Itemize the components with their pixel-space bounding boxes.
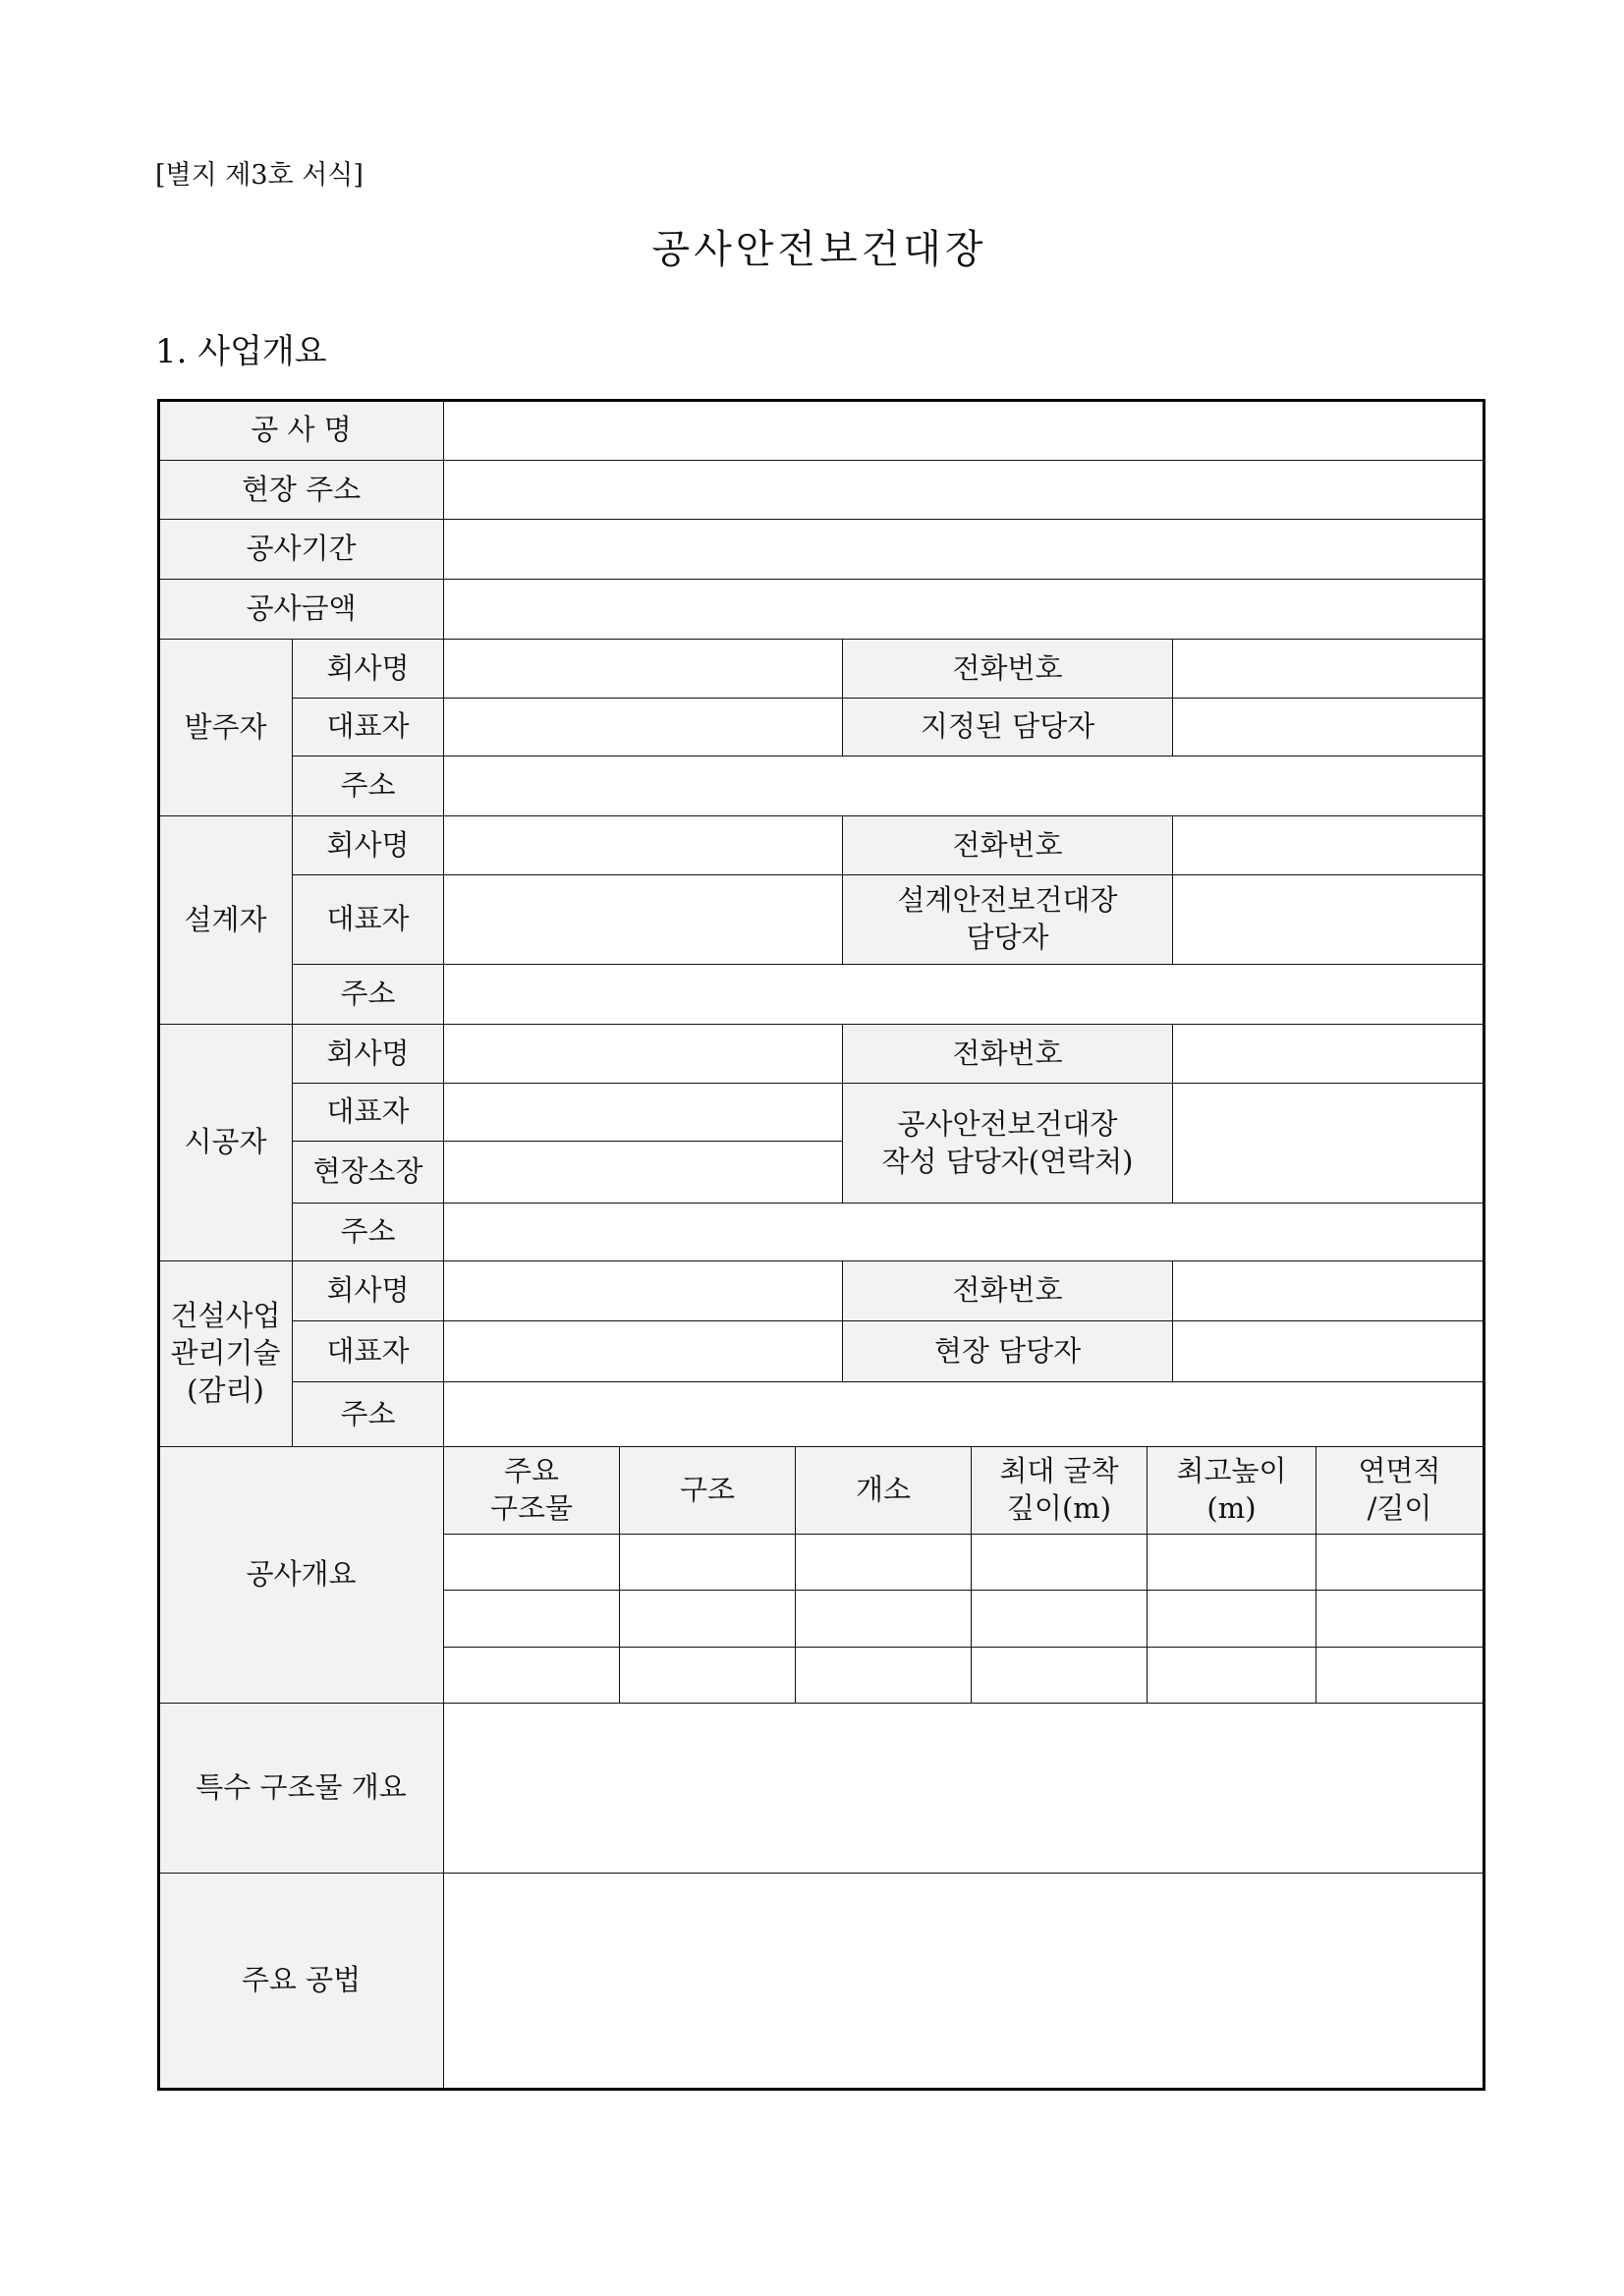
- designer-manager-field[interactable]: [1172, 874, 1484, 965]
- designer-company-field[interactable]: [443, 815, 843, 875]
- overview-cell[interactable]: [443, 1534, 620, 1591]
- contractor-manager-label: 공사안전보건대장 작성 담당자(연락처): [842, 1083, 1173, 1204]
- overview-cell[interactable]: [971, 1647, 1148, 1704]
- overview-header: 주요 구조물: [443, 1446, 620, 1535]
- construction-amount-field[interactable]: [443, 579, 1484, 640]
- overview-header: 개소: [795, 1446, 972, 1535]
- supervisor-manager-field[interactable]: [1172, 1320, 1484, 1382]
- contractor-phone-field[interactable]: [1172, 1024, 1484, 1084]
- designer-rep-label: 대표자: [292, 874, 444, 965]
- overview-cell[interactable]: [795, 1647, 972, 1704]
- supervisor-rep-field[interactable]: [443, 1320, 843, 1382]
- overview-cell[interactable]: [795, 1534, 972, 1591]
- overview-cell[interactable]: [1316, 1590, 1484, 1648]
- overview-cell[interactable]: [1147, 1590, 1316, 1648]
- contractor-rep-label: 대표자: [292, 1083, 444, 1142]
- supervisor-phone-label: 전화번호: [842, 1260, 1173, 1321]
- main-methods-field[interactable]: [443, 1873, 1484, 2089]
- contractor-address-field[interactable]: [443, 1203, 1484, 1261]
- overview-label: 공사개요: [158, 1446, 444, 1704]
- form-number-label: [별지 제3호 서식]: [155, 160, 364, 191]
- contractor-site-manager-field[interactable]: [443, 1141, 843, 1204]
- overview-cell[interactable]: [619, 1534, 796, 1591]
- client-address-label: 주소: [292, 756, 444, 816]
- designer-label: 설계자: [158, 815, 293, 1025]
- construction-period-label: 공사기간: [158, 519, 444, 580]
- overview-header: 연면적 /길이: [1316, 1446, 1484, 1535]
- overview-cell[interactable]: [1147, 1534, 1316, 1591]
- designer-manager-label: 설계안전보건대장 담당자: [842, 874, 1173, 965]
- overview-cell[interactable]: [1316, 1647, 1484, 1704]
- site-address-label: 현장 주소: [158, 460, 444, 520]
- overview-cell[interactable]: [971, 1590, 1148, 1648]
- overview-cell[interactable]: [1147, 1647, 1316, 1704]
- supervisor-company-label: 회사명: [292, 1260, 444, 1321]
- designer-phone-label: 전화번호: [842, 815, 1173, 875]
- contractor-site-manager-label: 현장소장: [292, 1141, 444, 1204]
- supervisor-manager-label: 현장 담당자: [842, 1320, 1173, 1382]
- contractor-phone-label: 전화번호: [842, 1024, 1173, 1084]
- supervisor-phone-field[interactable]: [1172, 1260, 1484, 1321]
- client-label: 발주자: [158, 639, 293, 816]
- construction-amount-label: 공사금액: [158, 579, 444, 640]
- special-structure-label: 특수 구조물 개요: [158, 1703, 444, 1874]
- project-name-label: 공 사 명: [158, 400, 444, 461]
- contractor-rep-field[interactable]: [443, 1083, 843, 1142]
- client-manager-field[interactable]: [1172, 698, 1484, 756]
- contractor-company-label: 회사명: [292, 1024, 444, 1084]
- overview-cell[interactable]: [619, 1590, 796, 1648]
- project-name-field[interactable]: [443, 400, 1484, 461]
- overview-cell[interactable]: [443, 1647, 620, 1704]
- client-phone-field[interactable]: [1172, 639, 1484, 699]
- special-structure-field[interactable]: [443, 1703, 1484, 1874]
- designer-address-field[interactable]: [443, 964, 1484, 1025]
- overview-cell[interactable]: [795, 1590, 972, 1648]
- main-methods-label: 주요 공법: [158, 1873, 444, 2089]
- overview-cell[interactable]: [1316, 1534, 1484, 1591]
- client-address-field[interactable]: [443, 756, 1484, 816]
- overview-header: 최대 굴착 깊이(m): [971, 1446, 1148, 1535]
- designer-company-label: 회사명: [292, 815, 444, 875]
- client-rep-label: 대표자: [292, 698, 444, 756]
- supervisor-address-field[interactable]: [443, 1381, 1484, 1447]
- supervisor-address-label: 주소: [292, 1381, 444, 1447]
- designer-address-label: 주소: [292, 964, 444, 1025]
- contractor-manager-field[interactable]: [1172, 1083, 1484, 1204]
- client-manager-label: 지정된 담당자: [842, 698, 1173, 756]
- contractor-address-label: 주소: [292, 1203, 444, 1261]
- overview-header: 최고높이 (m): [1147, 1446, 1316, 1535]
- client-company-field[interactable]: [443, 639, 843, 699]
- overview-header: 구조: [619, 1446, 796, 1535]
- site-address-field[interactable]: [443, 460, 1484, 520]
- designer-rep-field[interactable]: [443, 874, 843, 965]
- document-title: 공사안전보건대장: [651, 227, 987, 272]
- overview-cell[interactable]: [443, 1590, 620, 1648]
- overview-cell[interactable]: [971, 1534, 1148, 1591]
- client-phone-label: 전화번호: [842, 639, 1173, 699]
- client-company-label: 회사명: [292, 639, 444, 699]
- supervisor-label: 건설사업 관리기술 (감리): [158, 1260, 293, 1447]
- construction-period-field[interactable]: [443, 519, 1484, 580]
- supervisor-rep-label: 대표자: [292, 1320, 444, 1382]
- designer-phone-field[interactable]: [1172, 815, 1484, 875]
- contractor-company-field[interactable]: [443, 1024, 843, 1084]
- overview-cell[interactable]: [619, 1647, 796, 1704]
- supervisor-company-field[interactable]: [443, 1260, 843, 1321]
- section-heading: 1. 사업개요: [155, 332, 327, 371]
- client-rep-field[interactable]: [443, 698, 843, 756]
- contractor-label: 시공자: [158, 1024, 293, 1261]
